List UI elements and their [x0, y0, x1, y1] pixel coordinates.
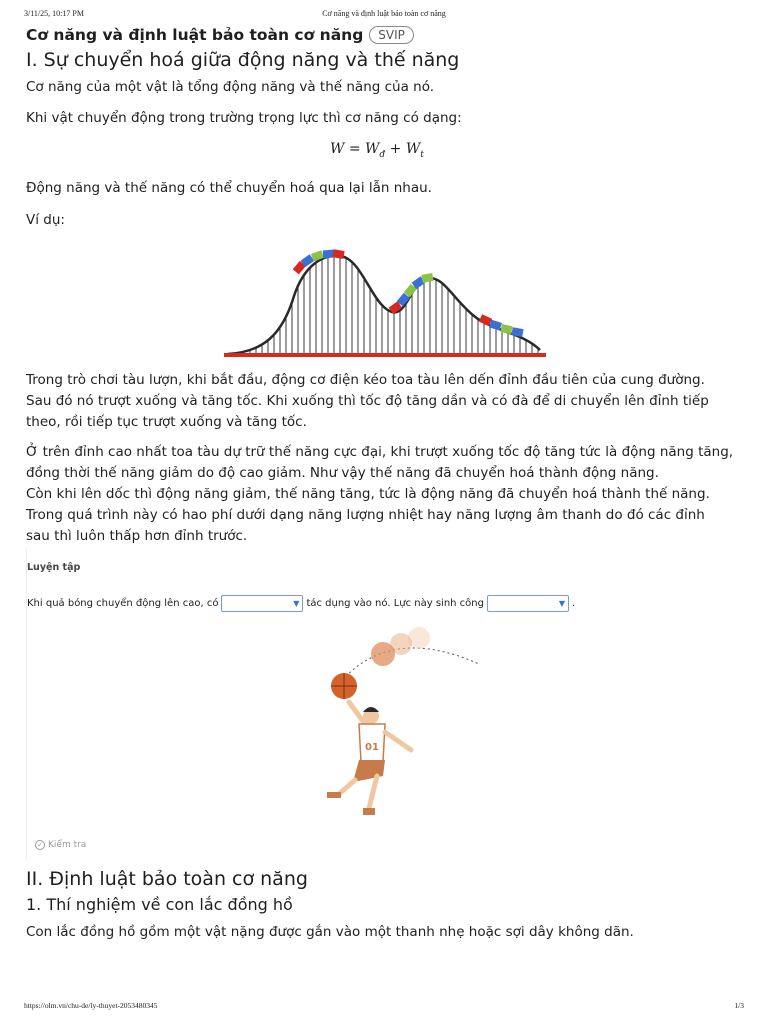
answer-select-1[interactable] — [221, 595, 303, 612]
formula-d-sub: đ — [379, 149, 386, 160]
section1-p6-line1: Ở trên đỉnh cao nhất toa tàu dự trữ thế năng cực đại, khi trượt xuống tốc độ tăng tức là động năng tăng, — [26, 444, 734, 460]
coaster-rail — [224, 353, 546, 357]
section1-p5-line1: Trong trò chơi tàu lượn, khi bắt đầu, động cơ điện kéo toa tàu lên dến đỉnh đầu tiên của cung đường. — [26, 372, 705, 388]
section1-p5-line2: Sau đó nó trượt xuống và tăng tốc. Khi xuống thì tốc độ tăng dần và có đà để di chuyển lên đỉnh tiếp — [26, 393, 709, 409]
section2-p1: Con lắc đồng hồ gồm một vật nặng được gắn vào một thanh nhẹ hoặc sợi dây không dãn. — [26, 924, 634, 940]
practice-question — [27, 595, 575, 612]
ball-trajectory — [339, 648, 479, 684]
formula-plus: + — [385, 141, 406, 157]
player-shoe-back — [327, 792, 341, 798]
section1-p5-line3: theo, rồi tiếp tục trượt xuống và tăng tốc. — [26, 414, 307, 430]
formula-t-sub: t — [420, 149, 424, 160]
formula-eq: = — [344, 141, 366, 157]
question-part3: . — [572, 598, 576, 609]
player-shorts — [353, 760, 385, 782]
footer-page: 1/3 — [734, 1001, 744, 1010]
print-footer — [24, 1001, 744, 1010]
player-leg-front — [369, 776, 377, 808]
page-title-text: Cơ năng và định luật bảo toàn cơ năng — [26, 26, 364, 44]
section1-p4: Ví dụ: — [26, 212, 65, 228]
page-title — [26, 26, 414, 44]
formula-wd: W — [365, 141, 380, 157]
print-header — [24, 9, 744, 21]
section1-p2: Khi vật chuyển động trong trường trọng lực thì cơ năng có dạng: — [26, 110, 462, 126]
svip-badge: SVIP — [369, 26, 414, 44]
practice-box — [26, 548, 744, 860]
check-button[interactable] — [35, 840, 86, 850]
jersey-number: 01 — [365, 742, 379, 753]
chevron-down-icon: ▼ — [558, 599, 565, 608]
question-part2: tác dụng vào nó. Lực này sinh công — [306, 598, 484, 609]
coaster-supports — [232, 256, 538, 354]
check-circle-icon: ✓ — [35, 840, 45, 850]
print-title: Cơ năng và định luật bảo toàn cơ năng — [322, 9, 446, 18]
formula-w: W — [330, 141, 345, 157]
check-button-label: Kiểm tra — [48, 840, 87, 850]
section1-p6-line4: Trong quá trình này có hao phí dưới dạng năng lượng nhiệt hay năng lượng âm thanh do đó các đỉnh — [26, 507, 705, 523]
section1-p1: Cơ năng của một vật là tổng động năng và thế năng của nó. — [26, 79, 435, 95]
player-arm-up — [349, 702, 365, 724]
coaster-car-group-2 — [389, 273, 434, 314]
energy-formula — [330, 141, 424, 160]
player-leg-back — [339, 780, 355, 794]
section2-subheading: 1. Thí nghiệm về con lắc đồng hồ — [26, 895, 293, 914]
question-part1: Khi quả bóng chuyển động lên cao, có — [27, 598, 219, 609]
section2-heading: II. Định luật bảo toàn cơ năng — [26, 868, 308, 890]
practice-label: Luyện tập — [27, 562, 81, 573]
coaster-track — [228, 256, 540, 354]
player-hair — [363, 707, 379, 712]
section1-p6-line2: đồng thời thế năng giảm do độ cao giảm. Như vậy thế năng đã chuyển hoá thành động năng. — [26, 465, 659, 481]
section1-p6-line5: sau thì luôn thấp hơn đỉnh trước. — [26, 528, 248, 544]
chevron-down-icon: ▼ — [293, 599, 300, 608]
player-arm-down — [385, 732, 411, 750]
footer-url: https://olm.vn/chu-de/ly-thuyet-2053480345 — [24, 1001, 158, 1010]
answer-select-2[interactable] — [487, 595, 569, 612]
section1-p6-line3: Còn khi lên dốc thì động năng giảm, thế năng tăng, tức là động năng đã chuyển hoá thành thế năng. — [26, 486, 710, 502]
section1-heading: I. Sự chuyển hoá giữa động năng và thế năng — [26, 49, 460, 71]
print-date: 3/11/25, 10:17 PM — [24, 9, 84, 18]
section1-p3: Động năng và thế năng có thể chuyển hoá qua lại lẫn nhau. — [26, 180, 432, 196]
ball-ghost-1 — [371, 642, 395, 666]
formula-wt: W — [405, 141, 421, 157]
basketball-player-image — [289, 624, 509, 826]
coaster-car-group-3 — [479, 314, 524, 337]
player-shoe-front — [363, 808, 375, 815]
roller-coaster-image — [222, 236, 548, 362]
